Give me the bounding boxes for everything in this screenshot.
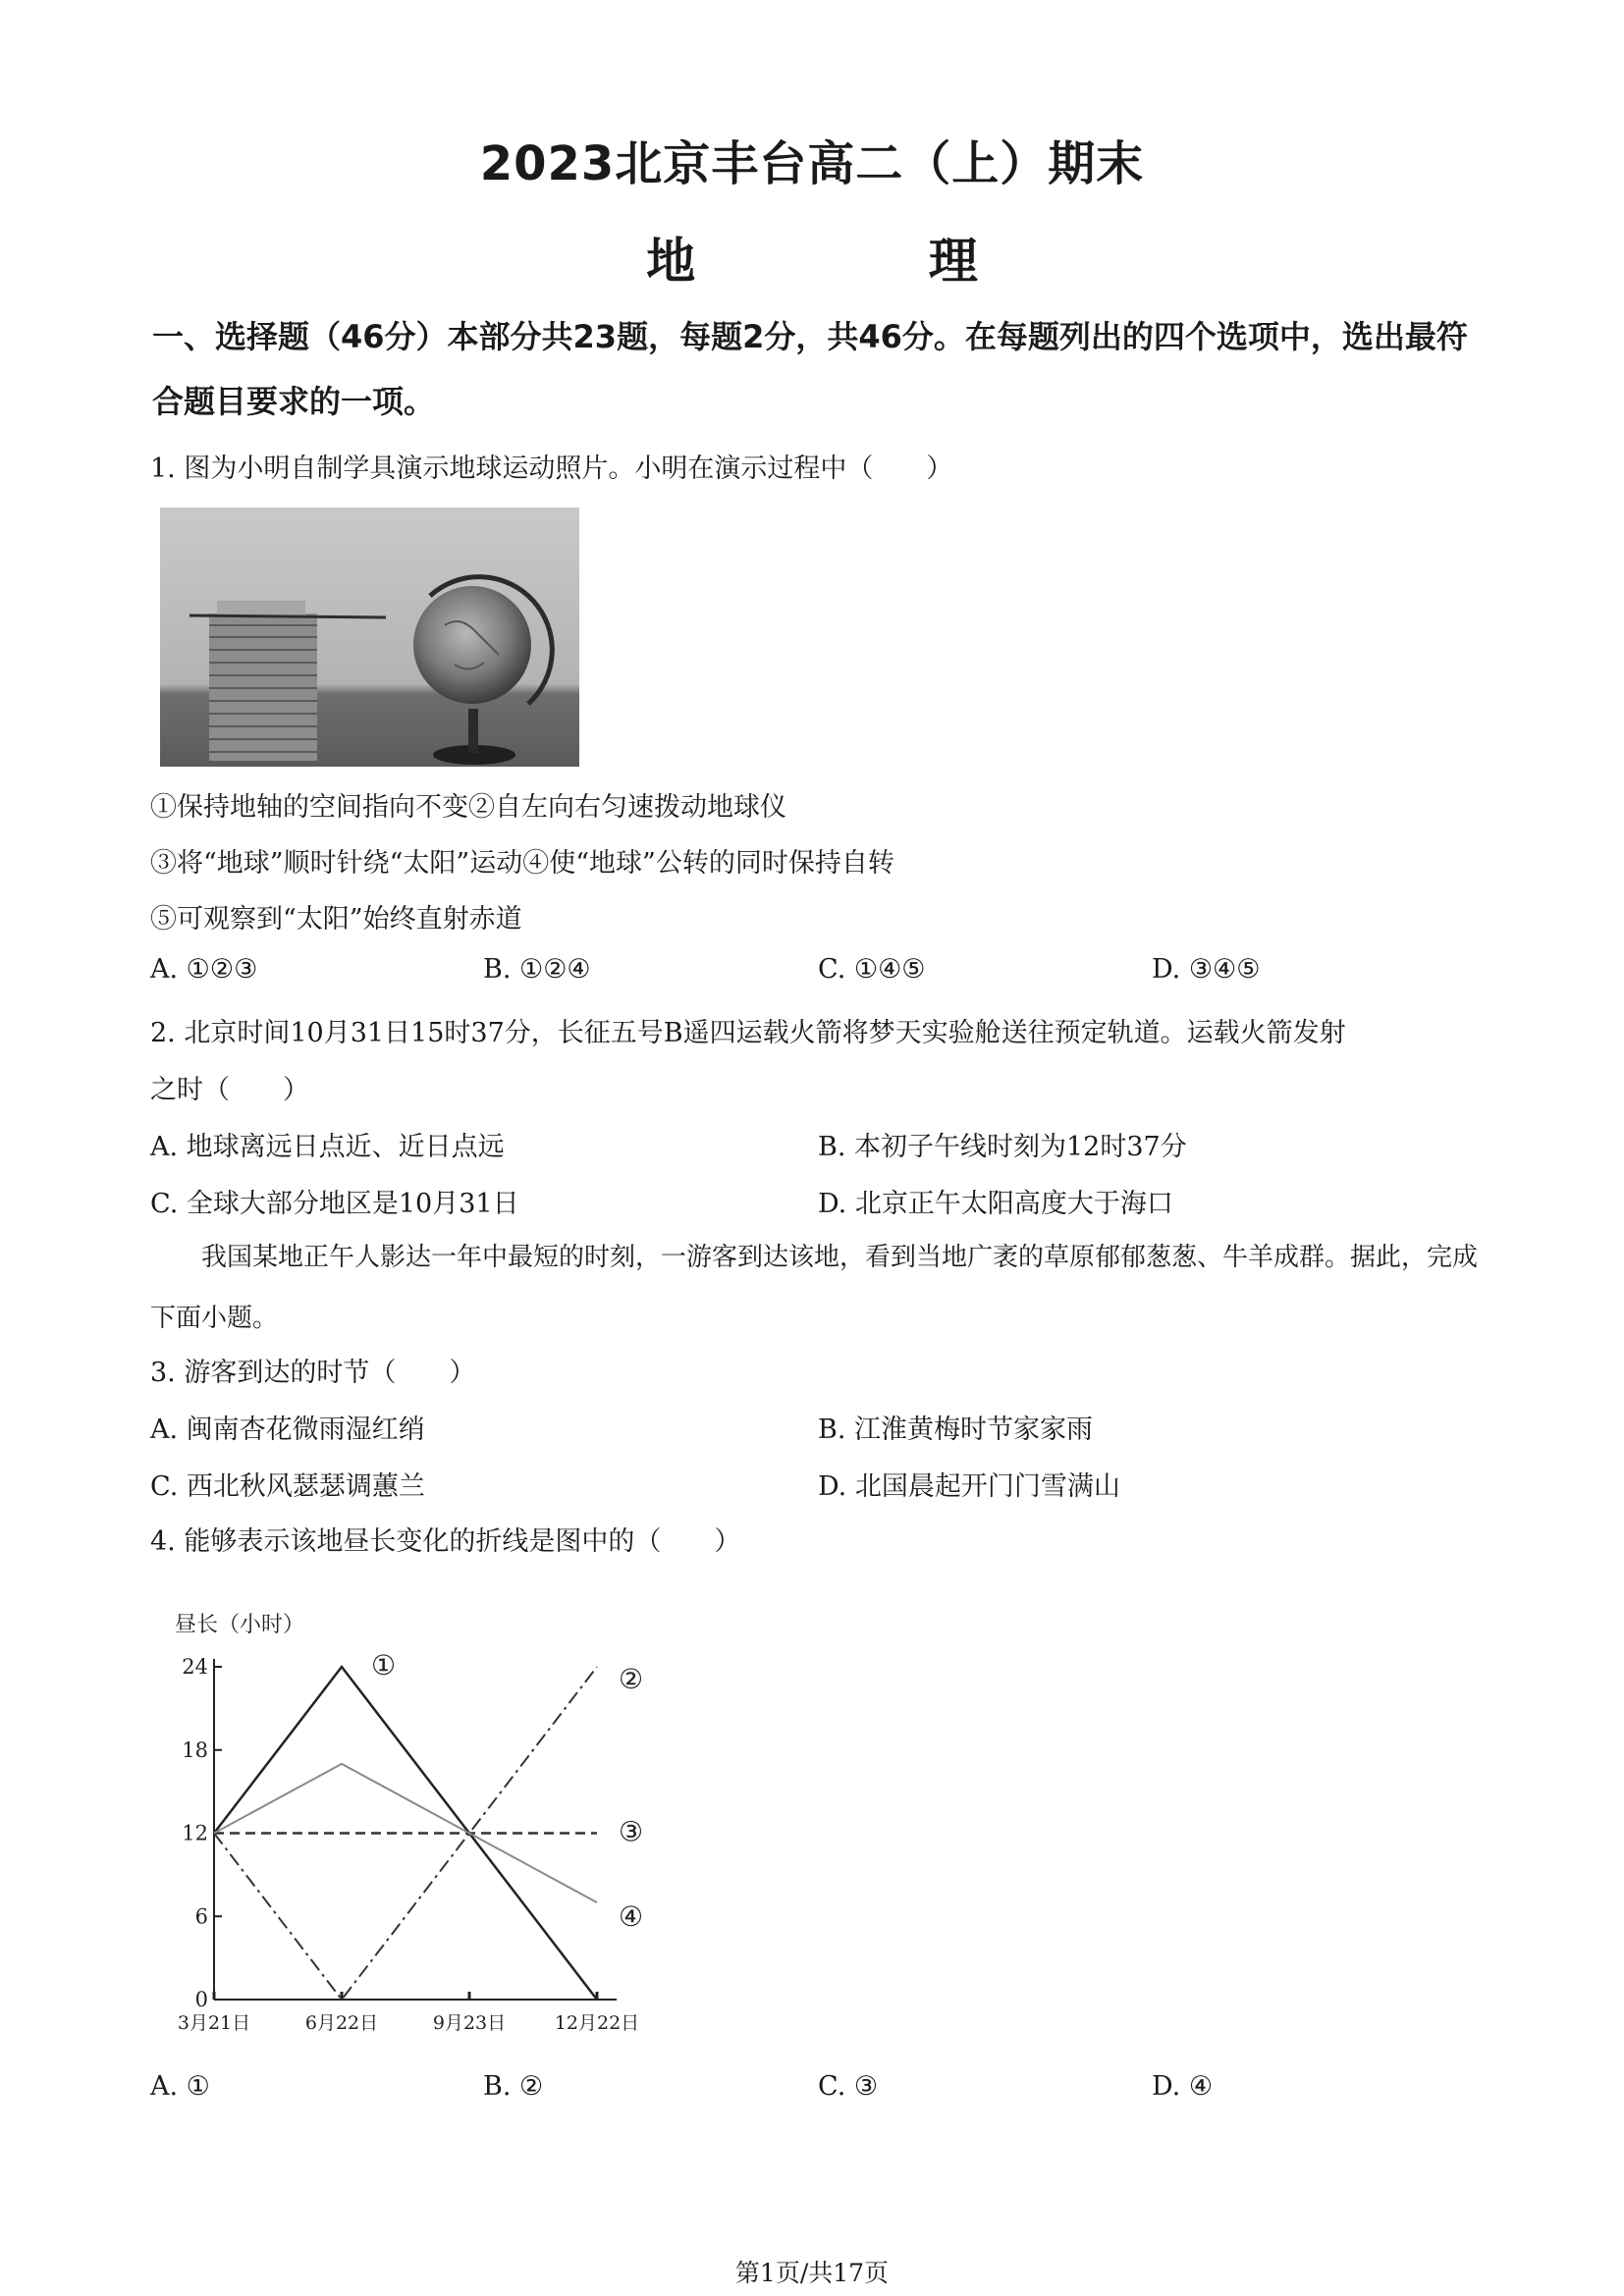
y-tick-label: 12 [182,1821,208,1845]
y-tick-label: 24 [182,1655,208,1679]
question-3-option-a: A. 闽南杏花微雨湿红绡 [150,1415,425,1445]
series-label-1: ① [371,1649,397,1682]
question-1-option-c: C. ①④⑤ [818,954,926,985]
question-1-statement-3: ⑤可观察到“太阳”始终直射赤道 [150,904,522,934]
question-4-option-c: C. ③ [818,2071,879,2102]
x-tick-label: 9月23日 [432,2012,507,2034]
question-2-option-d: D. 北京正午太阳高度大于海口 [818,1189,1173,1219]
x-tick-label: 3月21日 [177,2012,251,2034]
day-length-chart [147,1571,677,2052]
series-label-2: ② [619,1663,644,1695]
page-footer: 第1页/共17页 [734,2259,890,2287]
y-axis-label: 昼长（小时） [175,1613,305,1637]
question-3-option-b: B. 江淮黄梅时节家家雨 [818,1415,1094,1445]
question-4-option-a: A. ① [150,2071,210,2102]
question-1-stem: 1. 图为小明自制学具演示地球运动照片。小明在演示过程中（ ） [150,454,953,484]
question-2-option-b: B. 本初子午线时刻为12时37分 [818,1132,1187,1162]
question-3-option-c: C. 西北秋风瑟瑟调蕙兰 [150,1471,425,1502]
question-1-statement-1: ①保持地轴的空间指向不变②自左向右匀速拨动地球仪 [150,792,786,823]
question-4-option-b: B. ② [483,2071,544,2102]
question-1-option-a: A. ①②③ [150,954,258,985]
question-1-option-d: D. ③④⑤ [1152,954,1261,985]
y-tick-label: 6 [194,1904,208,1929]
question-3-stem: 3. 游客到达的时节（ ） [150,1358,476,1388]
question-2-option-a: A. 地球离远日点近、近日点远 [150,1132,505,1162]
question-1-statement-2: ③将“地球”顺时针绕“太阳”运动④使“地球”公转的同时保持自转 [150,848,894,879]
subject-title: 地 理 [646,233,1086,290]
question-2-option-c: C. 全球大部分地区是10月31日 [150,1189,519,1219]
x-tick-label: 12月22日 [554,2012,640,2034]
question-2-stem-line-2: 之时（ ） [150,1075,309,1105]
question-4-option-d: D. ④ [1152,2071,1214,2102]
reading-passage: 我国某地正午人影达一年中最短的时刻，一游客到达该地，看到当地广袤的草原郁郁葱葱、牛羊成群。据此，完成下面小题。 [150,1243,1479,1333]
question-2-stem-line-1: 2. 北京时间10月31日15时37分，长征五号B遥四运载火箭将梦天实验舱送往预定轨道。运载火箭发射 [150,1018,1346,1048]
y-tick-label: 0 [194,1988,208,2011]
y-tick-label: 18 [182,1737,208,1762]
x-tick-label: 6月22日 [304,2012,379,2034]
series-label-4: ④ [619,1900,644,1934]
question-4-stem: 4. 能够表示该地昼长变化的折线是图中的（ ） [150,1526,741,1557]
question-1-option-b: B. ①②④ [483,954,591,985]
section-heading: 一、选择题（46分）本部分共23题，每题2分，共46分。在每题列出的四个选项中，选出最符合题目要求的一项。 [152,318,1468,420]
exam-title: 2023北京丰台高二（上）期末 [479,136,1145,191]
globe-demo-photo [160,507,579,767]
series-label-3: ③ [619,1815,644,1848]
question-3-option-d: D. 北国晨起开门门雪满山 [818,1471,1120,1502]
